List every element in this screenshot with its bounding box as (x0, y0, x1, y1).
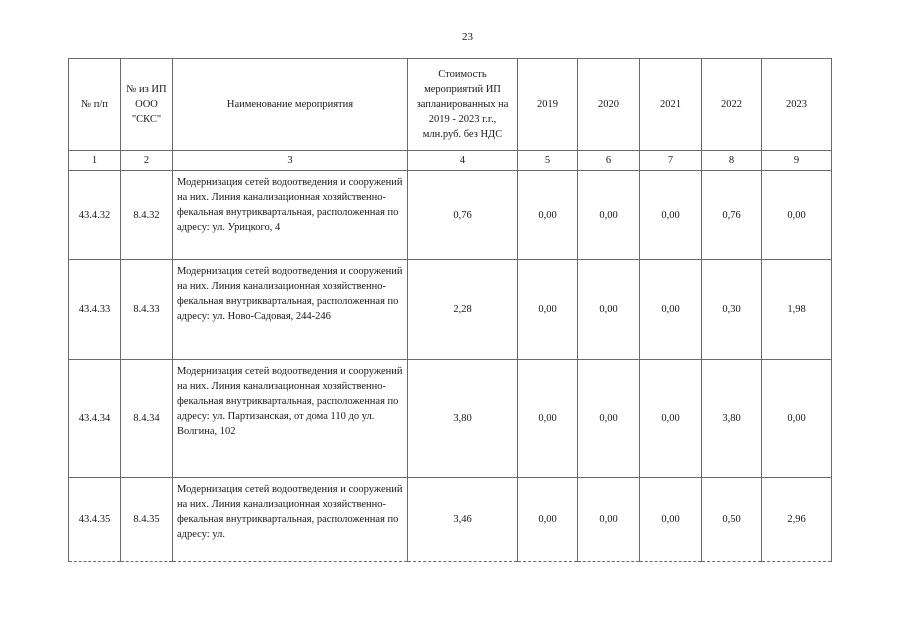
header-year-2019: 2019 (518, 59, 578, 151)
row-value-2020: 0,00 (578, 360, 640, 478)
row-total-cost: 3,46 (408, 478, 518, 562)
column-number: 9 (762, 151, 832, 171)
row-value-2021: 0,00 (640, 171, 702, 260)
row-ip-number: 8.4.33 (121, 260, 173, 360)
row-value-2022: 0,50 (702, 478, 762, 562)
row-value-2022: 0,76 (702, 171, 762, 260)
row-measure-name: Модернизация сетей водоотведения и сооружений на них. Линия канализационная хозяйственно-фекальная внутриквартальная, расположенная по адресу: ул. (173, 478, 408, 562)
table-row (69, 478, 832, 562)
row-value-2019: 0,00 (518, 171, 578, 260)
column-number: 2 (121, 151, 173, 171)
header-year-2022: 2022 (702, 59, 762, 151)
column-number: 8 (702, 151, 762, 171)
row-ip-number: 8.4.32 (121, 171, 173, 260)
row-value-2022: 0,30 (702, 260, 762, 360)
row-measure-name: Модернизация сетей водоотведения и сооружений на них. Линия канализационная хозяйственно-фекальная внутриквартальная, расположенная по адресу: ул. Ново-Садовая, 244-246 (173, 260, 408, 360)
column-number: 1 (69, 151, 121, 171)
row-total-cost: 0,76 (408, 171, 518, 260)
row-total-cost: 2,28 (408, 260, 518, 360)
header-year-2020: 2020 (578, 59, 640, 151)
column-number: 6 (578, 151, 640, 171)
row-value-2020: 0,00 (578, 171, 640, 260)
page-number: 23 (462, 31, 473, 43)
header-total-cost: Стоимость мероприятий ИП запланированных на 2019 - 2023 г.г., млн.руб. без НДС (408, 59, 518, 151)
column-number: 4 (408, 151, 518, 171)
header-measure-name: Наименование мероприятия (173, 59, 408, 151)
row-value-2019: 0,00 (518, 478, 578, 562)
row-measure-name: Модернизация сетей водоотведения и сооружений на них. Линия канализационная хозяйственно-фекальная внутриквартальная, расположенная по адресу: ул. Урицкого, 4 (173, 171, 408, 260)
row-value-2022: 3,80 (702, 360, 762, 478)
investment-program-table (68, 58, 832, 562)
column-number: 7 (640, 151, 702, 171)
row-number: 43.4.33 (69, 260, 121, 360)
row-value-2020: 0,00 (578, 260, 640, 360)
row-number: 43.4.35 (69, 478, 121, 562)
row-measure-name: Модернизация сетей водоотведения и сооружений на них. Линия канализационная хозяйственно-фекальная внутриквартальная, расположенная по адресу: ул. Партизанская, от дома 110 до ул. Волгина, 102 (173, 360, 408, 478)
row-value-2023: 2,96 (762, 478, 832, 562)
row-ip-number: 8.4.35 (121, 478, 173, 562)
row-value-2019: 0,00 (518, 260, 578, 360)
row-number: 43.4.32 (69, 171, 121, 260)
row-value-2021: 0,00 (640, 360, 702, 478)
header-row (69, 59, 832, 151)
row-value-2020: 0,00 (578, 478, 640, 562)
row-value-2021: 0,00 (640, 478, 702, 562)
row-value-2019: 0,00 (518, 360, 578, 478)
header-year-2021: 2021 (640, 59, 702, 151)
table-row (69, 360, 832, 478)
row-value-2023: 0,00 (762, 171, 832, 260)
row-value-2023: 1,98 (762, 260, 832, 360)
header-year-2023: 2023 (762, 59, 832, 151)
header-ip-number: № из ИП ООО "СКС" (121, 59, 173, 151)
row-total-cost: 3,80 (408, 360, 518, 478)
header-number: № п/п (69, 59, 121, 151)
column-number: 3 (173, 151, 408, 171)
row-value-2021: 0,00 (640, 260, 702, 360)
column-number: 5 (518, 151, 578, 171)
table-row (69, 171, 832, 260)
table-row (69, 260, 832, 360)
row-value-2023: 0,00 (762, 360, 832, 478)
row-number: 43.4.34 (69, 360, 121, 478)
column-numbers-row (69, 151, 832, 171)
row-ip-number: 8.4.34 (121, 360, 173, 478)
